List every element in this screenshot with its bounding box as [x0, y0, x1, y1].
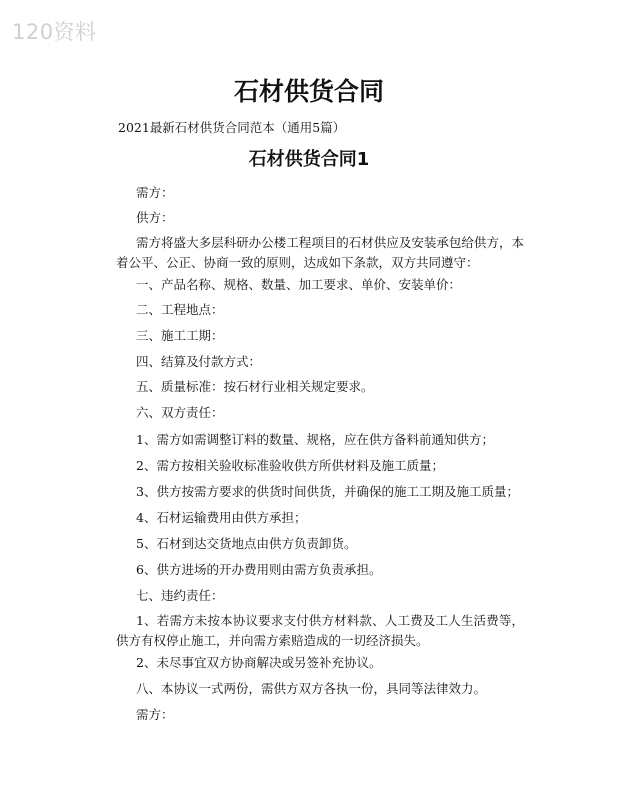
duty-item: 3、供方按需方要求的供货时间供货，并确保的施工工期及施工质量； — [136, 484, 519, 499]
clause-1: 一、产品名称、规格、数量、加工要求、单价、安装单价： — [136, 277, 462, 292]
clause-8: 八、本协议一式两份，需供方双方各执一份，具同等法律效力。 — [136, 681, 487, 696]
intro-paragraph: 需方将盛大多层科研办公楼工程项目的石材供应及安装承包给供方，本着公平、公正、协商一致的原则，达成如下条款，双方共同遵守： — [116, 235, 524, 270]
clause-2: 二、工程地点： — [136, 302, 224, 317]
breach-item: 1、若需方未按本协议要求支付供方材料款、人工费及工人生活费等，供方有权停止施工，并向需方索赔造成的一切经济损失。 — [116, 613, 524, 648]
clause-4: 四、结算及付款方式： — [136, 354, 262, 369]
watermark-logo: 120资料 — [12, 20, 97, 44]
supplier-label: 供方： — [136, 210, 174, 225]
duty-item: 2、需方按相关验收标准验收供方所供材料及施工质量； — [136, 458, 444, 473]
clause-5: 五、质量标准：按石材行业相关规定要求。 — [136, 379, 374, 394]
duty-item: 4、石材运输费用由供方承担； — [136, 510, 307, 525]
duty-item: 5、石材到达交货地点由供方负责卸货。 — [136, 536, 357, 551]
breach-item: 2、未尽事宜双方协商解决或另签补充协议。 — [136, 655, 382, 670]
clause-3: 三、施工工期： — [136, 328, 224, 343]
document-subtitle: 2021最新石材供货合同范本（通用5篇） — [118, 120, 346, 135]
duty-item: 6、供方进场的开办费用则由需方负责承担。 — [136, 562, 382, 577]
duty-item: 1、需方如需调整订料的数量、规格，应在供方备料前通知供方； — [136, 432, 494, 447]
closing-buyer-label: 需方： — [136, 707, 174, 722]
clause-6: 六、双方责任： — [136, 405, 224, 420]
document-title: 石材供货合同 — [233, 77, 384, 106]
section-title: 石材供货合同1 — [248, 149, 370, 170]
buyer-label: 需方： — [136, 185, 174, 200]
clause-7: 七、违约责任： — [136, 588, 224, 603]
